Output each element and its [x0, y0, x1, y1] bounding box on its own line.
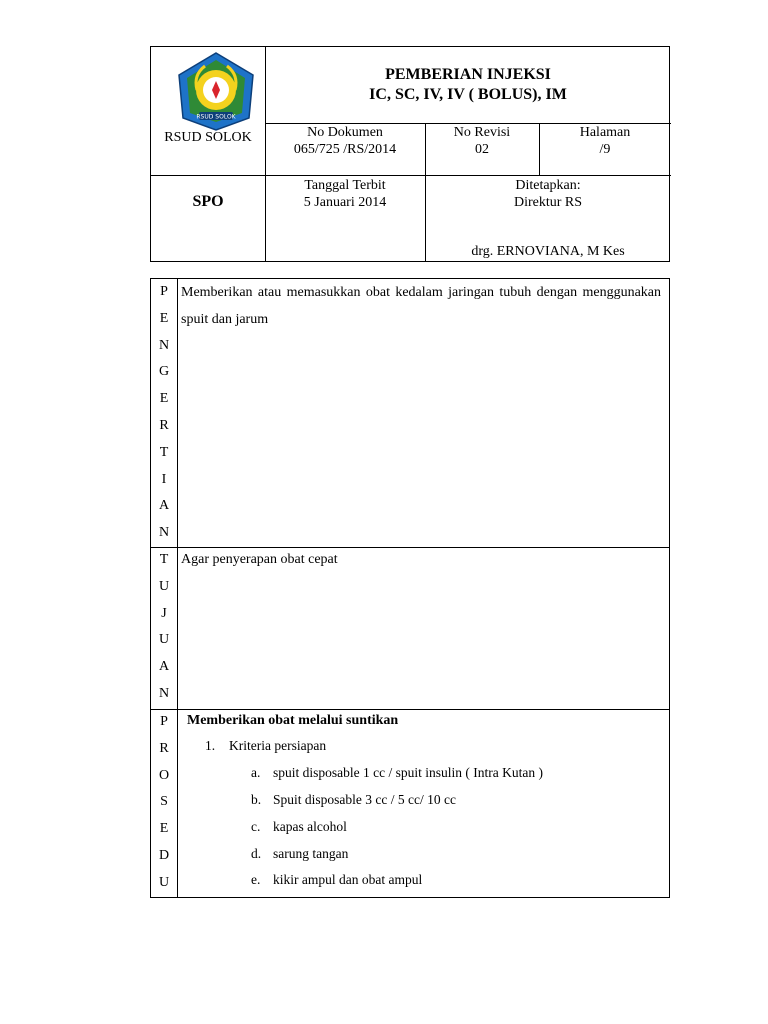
- item-marker: e.: [251, 872, 261, 887]
- section-divider: [151, 709, 669, 710]
- side-letter: R: [159, 740, 169, 756]
- side-letter: E: [159, 821, 169, 837]
- side-letter: N: [158, 337, 170, 353]
- spo-label: SPO: [192, 193, 224, 210]
- logo-caption: RSUD SOLOK: [196, 113, 236, 121]
- doc-number-cell: [265, 124, 425, 158]
- doc-number-label: No Dokumen: [307, 125, 383, 140]
- side-letter: T: [159, 552, 169, 567]
- side-letter: N: [158, 525, 170, 541]
- approval-cell: [425, 177, 671, 211]
- side-letter: P: [160, 284, 168, 299]
- side-letter: R: [159, 417, 169, 433]
- list-item: Spuit disposable 3 cc / 5 cc/ 10 cc: [273, 792, 456, 807]
- side-letter: N: [158, 685, 170, 701]
- issue-date-label: Tanggal Terbit: [304, 178, 386, 193]
- tujuan-text: Agar penyerapan obat cepat: [181, 552, 338, 567]
- item-marker: d.: [251, 846, 262, 861]
- section-side-label-pengertian: [151, 279, 177, 547]
- doc-number-value: 065/725 /RS/2014: [293, 142, 397, 157]
- list-item: kapas alcohol: [273, 819, 347, 834]
- step-number: 1.: [205, 738, 216, 753]
- list-item: kikir ampul dan obat ampul: [273, 872, 423, 887]
- section-side-label-prosedur: [151, 709, 177, 897]
- side-letter: E: [159, 391, 169, 407]
- side-letter: D: [158, 847, 170, 863]
- title-line-2: IC, SC, IV, IV ( BOLUS), IM: [369, 86, 567, 103]
- rsud-solok-logo-icon: [175, 50, 257, 132]
- section-side-label-tujuan: [151, 547, 177, 708]
- procedure-body-table: [150, 278, 670, 898]
- list-item: sarung tangan: [273, 846, 349, 861]
- side-letter: U: [158, 578, 170, 594]
- page-value: /9: [599, 142, 611, 157]
- side-letter: T: [159, 444, 169, 460]
- issue-date-value: 5 Januari 2014: [303, 195, 387, 210]
- document-title: [265, 65, 671, 105]
- side-letter: I: [161, 471, 167, 487]
- issue-date-cell: [265, 177, 425, 211]
- list-item: spuit disposable 1 cc / spuit insulin ( Intra Kutan ): [273, 765, 543, 780]
- revision-cell: [425, 124, 539, 158]
- side-column-divider: [177, 279, 178, 897]
- side-letter: S: [160, 794, 168, 810]
- side-letter: G: [158, 364, 170, 380]
- title-line-1: PEMBERIAN INJEKSI: [385, 66, 551, 83]
- approved-role: Direktur RS: [513, 195, 583, 210]
- revision-value: 02: [475, 142, 489, 157]
- item-marker: b.: [251, 792, 262, 807]
- item-marker: c.: [251, 819, 261, 834]
- section-divider: [151, 547, 669, 548]
- side-letter: O: [158, 767, 170, 783]
- side-letter: P: [160, 714, 168, 729]
- side-letter: A: [158, 498, 170, 514]
- page-cell: [539, 124, 671, 158]
- header-divider: [151, 175, 671, 176]
- approved-label: Ditetapkan:: [515, 178, 581, 193]
- pengertian-text: Memberikan atau memasukkan obat kedalam jaringan tubuh dengan menggunakan spuit dan jarum: [181, 285, 661, 327]
- side-letter: A: [158, 659, 170, 675]
- side-letter: E: [159, 310, 169, 326]
- revision-label: No Revisi: [453, 125, 511, 140]
- side-letter: U: [158, 632, 170, 648]
- document-header-table: [150, 46, 670, 262]
- prosedur-heading: Memberikan obat melalui suntikan: [187, 713, 399, 728]
- side-letter: U: [158, 874, 170, 890]
- page-label: Halaman: [579, 125, 631, 140]
- hospital-name: RSUD SOLOK: [164, 130, 252, 145]
- item-marker: a.: [251, 765, 261, 780]
- side-letter: J: [161, 605, 167, 621]
- step-label: Kriteria persiapan: [229, 738, 327, 753]
- approved-name: drg. ERNOVIANA, M Kes: [471, 244, 625, 259]
